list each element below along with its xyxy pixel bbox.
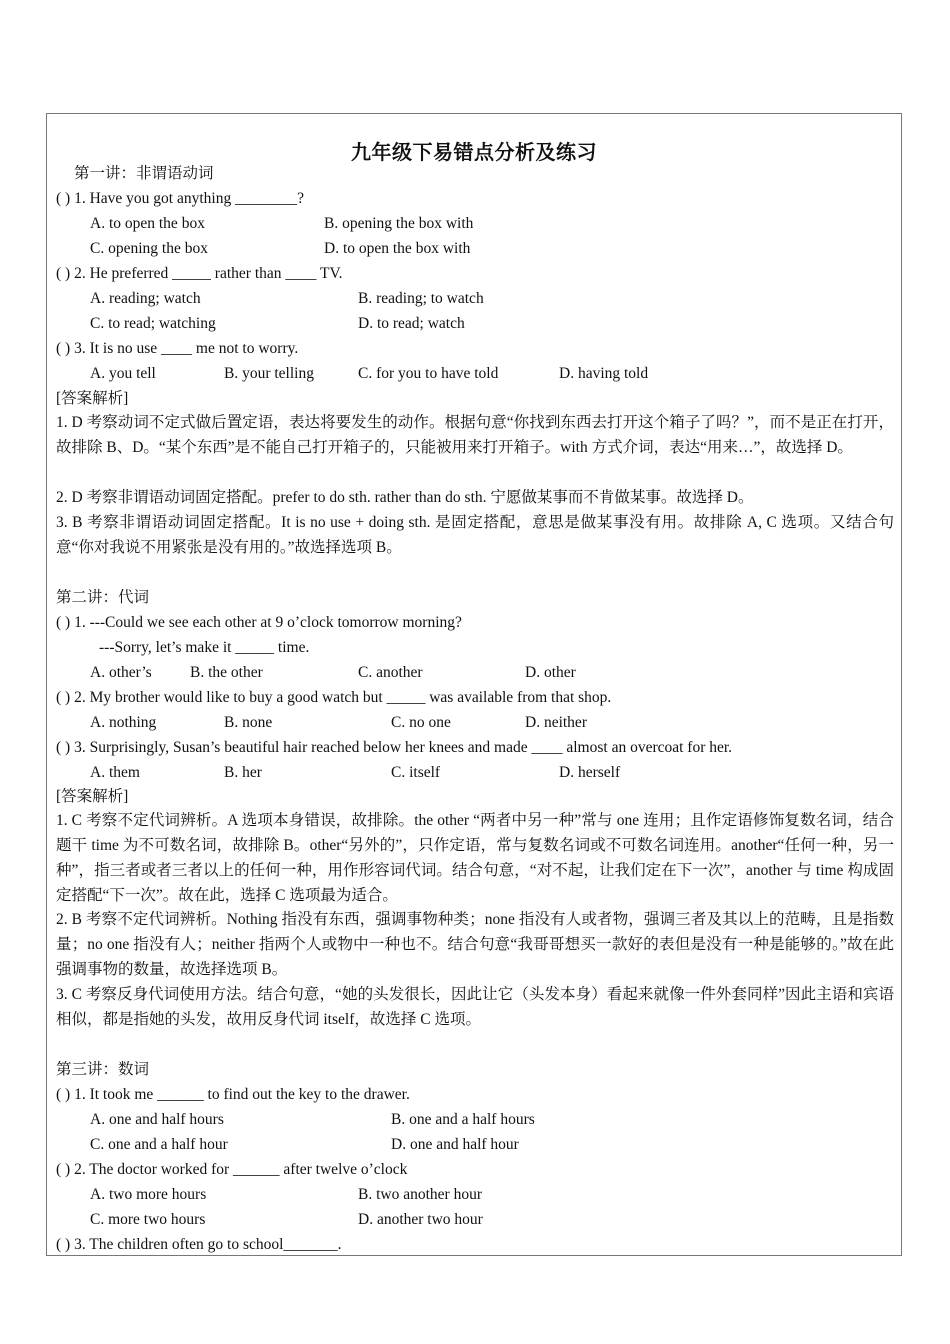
- answer-explanation: 1. C 考察不定代词辨析。A 选项本身错误，故排除。the other “两者中另一种”常与 one 连用；且作定语修饰复数名词，结合题干 time 为不可数名词，故排除 B。other“另外的”，只作定语，常与复数名词或不可数名词连用。another“任何一种，另一种”，指三者或者三者以上的任何一种，用作形容词代词。结合句意，“对不起，让我们定在下一次”，another 与 time 构成固定搭配“下一次”。故在此，选择 C 选项最为适合。: [56, 812, 894, 904]
- option-b: B. your telling: [224, 365, 314, 382]
- option-a: A. reading; watch: [90, 290, 201, 307]
- option-a: A. you tell: [90, 365, 156, 382]
- question-stem: ( ) 2. He preferred _____ rather than ____ TV.: [56, 265, 343, 282]
- question-stem: ( ) 2. The doctor worked for ______ after twelve o’clock: [56, 1161, 408, 1178]
- question-stem: ( ) 2. My brother would like to buy a good watch but _____ was available from that shop.: [56, 689, 612, 706]
- option-c: C. opening the box: [90, 240, 208, 257]
- option-d: D. to open the box with: [324, 240, 471, 257]
- answer-explanation: 1. D 考察动词不定式做后置定语，表达将要发生的动作。根据句意“你找到东西去打开这个箱子了吗？”，而不是正在打开，故排除 B、D。“某个东西”是不能自己打开箱子的，只能被用来打开箱子。with 方式介词，表达“用来…”，故选择 D。: [56, 414, 894, 456]
- answer-explanation: 3. C 考察反身代词使用方法。结合句意，“她的头发很长，因此让它（头发本身）看起来就像一件外套同样”因此主语和宾语相似，都是指她的头发，故用反身代词 itself，故选择 C 选项。: [56, 986, 894, 1028]
- question-stem: ( ) 1. ---Could we see each other at 9 o’clock tomorrow morning?: [56, 614, 462, 631]
- option-c: C. to read; watching: [90, 315, 216, 332]
- section-heading: 第三讲：数词: [56, 1061, 150, 1078]
- answer-explanation: 2. B 考察不定代词辨析。Nothing 指没有东西，强调事物种类；none 指没有人或者物，强调三者及其以上的范畴，且是指数量；no one 指没有人；neither 指两个人或物中一种也不。结合句意“我哥哥想买一款好的表但是没有一种是能够的。”故在此强调事物的数量，故选择选项 B。: [56, 911, 894, 978]
- answer-label: [答案解析]: [56, 390, 129, 407]
- answer-explanation: 3. B 考察非谓语动词固定搭配。It is no use + doing sth. 是固定搭配，意思是做某事没有用。故排除 A, C 选项。又结合句意“你对我说不用紧张是没有用的。”故选择选项 B。: [56, 514, 894, 556]
- option-b: B. reading; to watch: [358, 290, 484, 307]
- page-title: 九年级下易错点分析及练习: [351, 142, 597, 164]
- option-a: A. them: [90, 764, 140, 781]
- option-b: B. her: [224, 764, 262, 781]
- option-b: B. none: [224, 714, 273, 731]
- question-stem: ( ) 1. It took me ______ to find out the key to the drawer.: [56, 1086, 410, 1103]
- option-c: C. another: [358, 664, 423, 681]
- option-d: D. neither: [525, 714, 587, 731]
- option-a: A. one and half hours: [90, 1111, 224, 1128]
- section-heading: 第一讲：非谓语动词: [74, 165, 214, 182]
- document-frame: [46, 113, 902, 1256]
- option-b: B. opening the box with: [324, 215, 474, 232]
- option-d: D. another two hour: [358, 1211, 483, 1228]
- option-b: B. one and a half hours: [391, 1111, 535, 1128]
- option-d: D. one and half hour: [391, 1136, 519, 1153]
- option-c: C. no one: [391, 714, 451, 731]
- question-stem: ( ) 3. Surprisingly, Susan’s beautiful hair reached below her knees and made ____ almost an overcoat for her.: [56, 739, 733, 756]
- question-stem: ( ) 1. Have you got anything ________?: [56, 190, 304, 207]
- option-c: C. itself: [391, 764, 441, 781]
- option-a: A. to open the box: [90, 215, 205, 232]
- option-c: C. one and a half hour: [90, 1136, 228, 1153]
- option-a: A. two more hours: [90, 1186, 207, 1203]
- option-b: B. two another hour: [358, 1186, 482, 1203]
- option-d: D. herself: [559, 764, 621, 781]
- answer-explanation: 2. D 考察非谓语动词固定搭配。prefer to do sth. rather than do sth. 宁愿做某事而不肯做某事。故选择 D。: [56, 489, 754, 506]
- option-c: C. for you to have told: [358, 365, 499, 382]
- option-b: B. the other: [190, 664, 263, 681]
- answer-label: [答案解析]: [56, 788, 129, 805]
- question-stem: ( ) 3. The children often go to school_______.: [56, 1236, 342, 1253]
- option-a: A. nothing: [90, 714, 157, 731]
- question-stem-reply: ---Sorry, let’s make it _____ time.: [99, 639, 310, 656]
- option-a: A. other’s: [90, 664, 152, 681]
- option-d: D. other: [525, 664, 576, 681]
- option-d: D. to read; watch: [358, 315, 465, 332]
- option-c: C. more two hours: [90, 1211, 206, 1228]
- option-d: D. having told: [559, 365, 649, 382]
- question-stem: ( ) 3. It is no use ____ me not to worry.: [56, 340, 299, 357]
- section-heading: 第二讲：代词: [56, 589, 150, 606]
